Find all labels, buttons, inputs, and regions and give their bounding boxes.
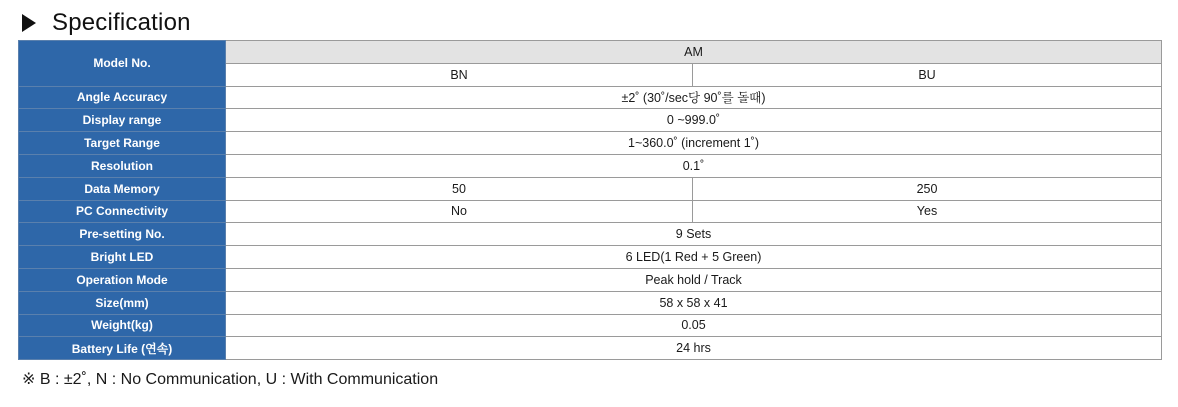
row-value-bn: No <box>226 200 693 223</box>
table-row <box>19 177 1162 200</box>
row-value-bu: Yes <box>693 200 1162 223</box>
table-row <box>19 314 1162 337</box>
row-value: 24 hrs <box>226 337 1162 360</box>
variant-bn-cell: BN <box>226 63 693 86</box>
table-row <box>19 223 1162 246</box>
section-title <box>22 6 191 40</box>
table-row <box>19 291 1162 314</box>
model-no-label: Model No. <box>19 41 226 87</box>
row-label: PC Connectivity <box>19 200 226 223</box>
row-label: Operation Mode <box>19 268 226 291</box>
variant-bu-cell: BU <box>693 63 1162 86</box>
row-value: 58 x 58 x 41 <box>226 291 1162 314</box>
row-label: Battery Life (연속) <box>19 337 226 360</box>
table-header-row <box>19 41 1162 64</box>
specification-table <box>18 40 1162 360</box>
row-label: Weight(kg) <box>19 314 226 337</box>
table-row <box>19 268 1162 291</box>
section-title-text: Specification <box>52 9 191 36</box>
row-label: Target Range <box>19 132 226 155</box>
table-row <box>19 200 1162 223</box>
row-value-bn: 50 <box>226 177 693 200</box>
table-row <box>19 154 1162 177</box>
table-row <box>19 109 1162 132</box>
footnote: ※ B : ±2˚, N : No Communication, U : With Communication <box>22 371 439 388</box>
table-row <box>19 337 1162 360</box>
row-label: Bright LED <box>19 246 226 269</box>
row-label: Angle Accuracy <box>19 86 226 109</box>
row-label: Data Memory <box>19 177 226 200</box>
triangle-bullet-icon <box>22 14 36 32</box>
table-row <box>19 86 1162 109</box>
table-row <box>19 246 1162 269</box>
row-value: Peak hold / Track <box>226 268 1162 291</box>
row-value: 0.1˚ <box>226 154 1162 177</box>
row-value: 0.05 <box>226 314 1162 337</box>
table-row <box>19 132 1162 155</box>
model-group-cell: AM <box>226 41 1162 64</box>
row-value: 0 ~999.0˚ <box>226 109 1162 132</box>
row-label: Display range <box>19 109 226 132</box>
row-value: 9 Sets <box>226 223 1162 246</box>
row-label: Pre-setting No. <box>19 223 226 246</box>
row-value: 1~360.0˚ (increment 1˚) <box>226 132 1162 155</box>
row-value: ±2˚ (30˚/sec당 90˚를 돌때) <box>226 86 1162 109</box>
row-label: Size(mm) <box>19 291 226 314</box>
row-label: Resolution <box>19 154 226 177</box>
row-value-bu: 250 <box>693 177 1162 200</box>
row-value: 6 LED(1 Red + 5 Green) <box>226 246 1162 269</box>
